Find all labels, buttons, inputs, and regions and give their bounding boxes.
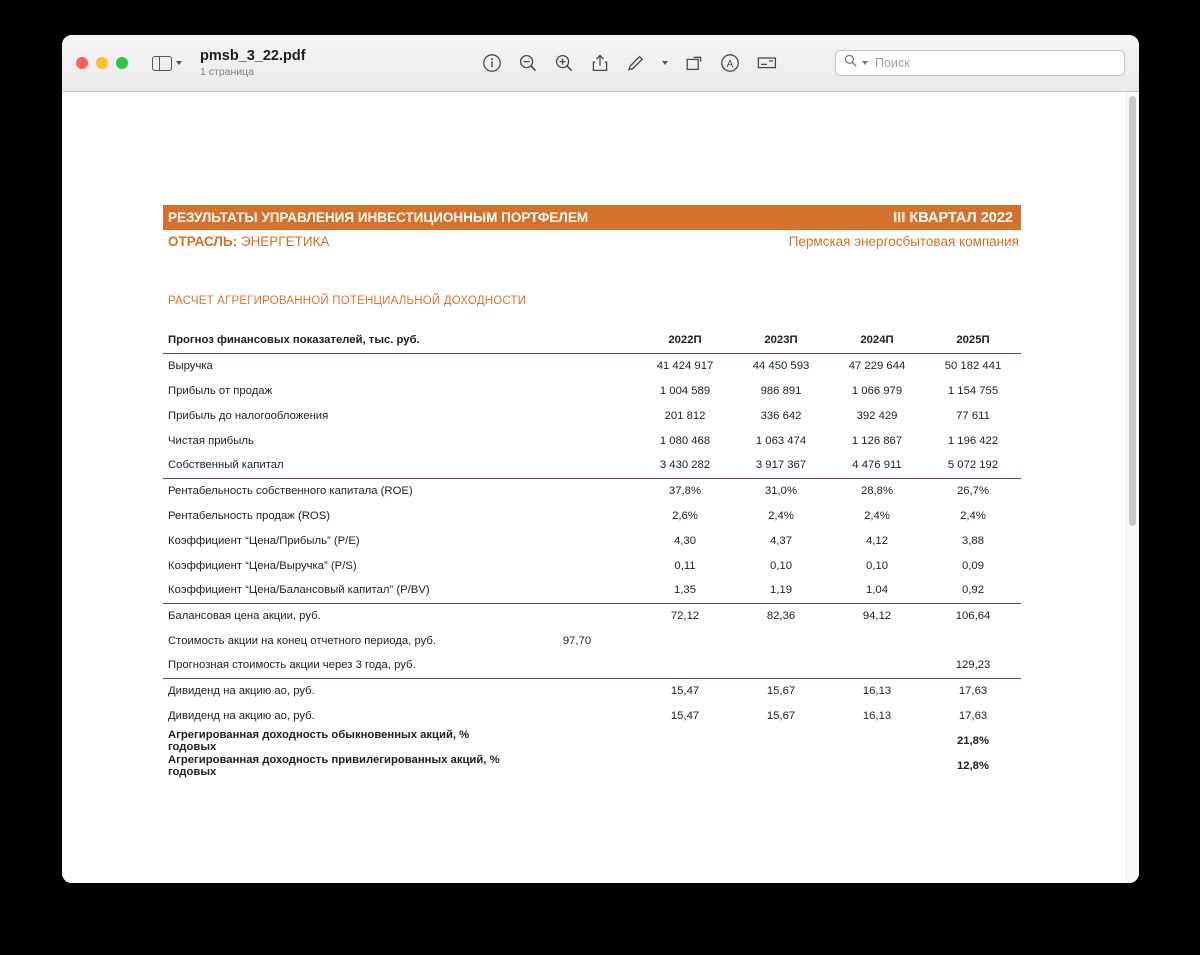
window-titlebar	[62, 35, 1139, 92]
row-value: 1 154 755	[947, 384, 999, 397]
search-field[interactable]	[835, 50, 1125, 76]
row-label: Прибыль от продаж	[168, 384, 273, 397]
section-title: РАСЧЕТ АГРЕГИРОВАННОЙ ПОТЕНЦИАЛЬНОЙ ДОХОДНОСТИ	[168, 295, 527, 307]
row-value: 15,47	[670, 709, 700, 722]
row-value: 0,09	[962, 559, 984, 572]
row-value: 28,8%	[860, 484, 894, 497]
row-value: 1 063 474	[755, 434, 807, 447]
row-value: 2,4%	[768, 509, 794, 522]
svg-text:A: A	[726, 59, 734, 70]
rotate-icon[interactable]	[684, 53, 704, 73]
row-label: Собственный капитал	[163, 453, 517, 478]
table-row	[163, 603, 1021, 628]
row-current-price: 97,70	[562, 634, 592, 647]
row-label: Коэффициент “Цена/Прибыль” (P/E)	[168, 534, 360, 547]
row-value	[637, 653, 733, 678]
report-quarter: III КВАРТАЛ 2022	[893, 209, 1013, 226]
col-header-2022: 2022П	[637, 328, 733, 353]
row-value	[637, 628, 733, 653]
row-value: 41 424 917	[656, 359, 714, 372]
row-value	[733, 628, 829, 653]
row-value	[829, 628, 925, 653]
row-value: 4 476 911	[829, 453, 925, 478]
row-label: Агрегированная доходность привилегированных акций, % годовых	[168, 753, 500, 778]
info-icon[interactable]	[482, 53, 502, 73]
col-header-label: Прогноз финансовых показателей, тыс. руб.	[163, 328, 517, 353]
row-value: 12,8%	[956, 759, 990, 772]
row-value: 17,63	[958, 709, 988, 722]
row-label: Коэффициент “Цена/Выручка” (P/S)	[168, 559, 357, 572]
markup-pen-icon[interactable]	[626, 53, 646, 73]
row-value: 0,92	[925, 578, 1021, 603]
zoom-out-icon[interactable]	[518, 53, 538, 73]
row-value: 1 004 589	[659, 384, 711, 397]
row-value: 1 080 468	[659, 434, 711, 447]
row-value: 1,04	[829, 578, 925, 603]
row-value: 3,88	[962, 534, 984, 547]
row-current-price	[517, 578, 637, 603]
row-current-price	[517, 453, 637, 478]
row-current-price	[517, 378, 637, 403]
table-row	[163, 628, 1021, 653]
document-viewport	[62, 92, 1139, 883]
row-value: 94,12	[862, 609, 892, 622]
row-current-price	[517, 478, 637, 503]
row-value: 26,7%	[956, 484, 990, 497]
window-controls[interactable]	[76, 57, 128, 69]
search-options-chevron-icon[interactable]	[862, 61, 868, 65]
row-value: 72,12	[670, 609, 700, 622]
row-value: 336 642	[760, 409, 802, 422]
table-row	[163, 653, 1021, 678]
row-current-price	[517, 753, 637, 778]
row-value: 47 229 644	[848, 359, 906, 372]
row-value: 2,6%	[672, 509, 698, 522]
scrollbar-thumb[interactable]	[1129, 96, 1136, 526]
row-label: Прибыль до налогообложения	[168, 409, 329, 422]
row-value: 4,30	[674, 534, 696, 547]
row-current-price	[517, 678, 637, 703]
close-window-button[interactable]	[76, 57, 88, 69]
table-row	[163, 578, 1021, 603]
row-value	[637, 753, 733, 778]
row-value: 0,10	[866, 559, 888, 572]
row-label: Агрегированная доходность обыкновенных акций, % годовых	[168, 728, 470, 753]
row-current-price	[517, 403, 637, 428]
row-value: 392 429	[856, 409, 898, 422]
row-value: 106,64	[955, 609, 991, 622]
report-subheader	[163, 234, 1021, 249]
table-row	[163, 403, 1021, 428]
row-value: 15,67	[766, 709, 796, 722]
row-value: 37,8%	[668, 484, 702, 497]
search-icon	[844, 54, 857, 72]
row-label: Рентабельность собственного капитала (ROE)	[168, 484, 413, 497]
row-current-price	[517, 703, 637, 728]
document-filename: pmsb_3_22.pdf	[200, 48, 306, 65]
company-name: Пермская энергосбытовая компания	[788, 234, 1019, 249]
row-current-price	[517, 653, 637, 678]
table-row	[163, 503, 1021, 528]
table-row	[163, 428, 1021, 453]
row-value: 16,13	[862, 709, 892, 722]
row-value: 15,47	[670, 684, 700, 697]
table-row	[163, 703, 1021, 728]
row-value: 17,63	[958, 684, 988, 697]
row-value: 0,10	[770, 559, 792, 572]
row-value: 0,11	[674, 559, 696, 572]
col-header-2025: 2025П	[925, 328, 1021, 353]
row-current-price	[517, 528, 637, 553]
row-value: 77 611	[956, 409, 990, 422]
sidebar-toggle-button[interactable]	[152, 56, 182, 71]
row-label: Коэффициент “Цена/Балансовый капитал” (P/BV)	[163, 578, 517, 603]
table-row	[163, 353, 1021, 378]
row-value: 3 430 282	[637, 453, 733, 478]
row-value: 82,36	[766, 609, 796, 622]
col-header-mid	[517, 328, 637, 353]
row-value	[733, 753, 829, 778]
row-value: 50 182 441	[944, 359, 1002, 372]
search-input[interactable]	[873, 55, 1116, 71]
row-value: 1,35	[637, 578, 733, 603]
table-row	[163, 728, 1021, 753]
row-value: 1,19	[733, 578, 829, 603]
table-row	[163, 478, 1021, 503]
sector-value: ЭНЕРГЕТИКА	[240, 234, 330, 249]
row-value: 201 812	[664, 409, 706, 422]
markup-dropdown-icon[interactable]	[662, 61, 668, 65]
table-row	[163, 378, 1021, 403]
row-value	[925, 628, 1021, 653]
zoom-window-button[interactable]	[116, 57, 128, 69]
zoom-in-icon[interactable]	[554, 53, 574, 73]
row-value: 4,12	[866, 534, 888, 547]
row-value	[829, 653, 925, 678]
row-value: 15,67	[766, 684, 796, 697]
row-value: 4,37	[770, 534, 792, 547]
row-value: 986 891	[760, 384, 802, 397]
row-value	[733, 653, 829, 678]
row-value: 1 196 422	[947, 434, 999, 447]
row-current-price	[517, 353, 637, 378]
share-icon[interactable]	[590, 53, 610, 73]
document-page-count: 1 страница	[200, 65, 255, 78]
pdf-preview-window	[62, 35, 1139, 883]
table-row	[163, 553, 1021, 578]
row-value: 31,0%	[764, 484, 798, 497]
row-value: 5 072 192	[925, 453, 1021, 478]
annotate-a-icon[interactable]	[720, 53, 740, 73]
row-label: Стоимость акции на конец отчетного периода, руб.	[168, 634, 437, 647]
minimize-window-button[interactable]	[96, 57, 108, 69]
row-value: 1 066 979	[851, 384, 903, 397]
table-row	[163, 678, 1021, 703]
row-value: 2,4%	[960, 509, 986, 522]
sector-label: ОТРАСЛЬ:	[168, 234, 238, 249]
row-current-price	[517, 553, 637, 578]
row-value: 16,13	[862, 684, 892, 697]
financial-forecast-table	[163, 328, 1021, 778]
row-current-price	[517, 428, 637, 453]
col-header-2023: 2023П	[733, 328, 829, 353]
table-header-row	[163, 328, 1021, 353]
crop-icon[interactable]	[756, 53, 778, 73]
row-label: Дивиденд на акцию ао, руб.	[168, 684, 315, 697]
row-value: 44 450 593	[752, 359, 810, 372]
row-current-price	[517, 503, 637, 528]
table-row	[163, 753, 1021, 778]
table-row	[163, 528, 1021, 553]
row-value: 129,23	[925, 653, 1021, 678]
table-row	[163, 453, 1021, 478]
row-label: Рентабельность продаж (ROS)	[168, 509, 330, 522]
row-value: 2,4%	[864, 509, 890, 522]
row-current-price	[517, 728, 637, 753]
row-value: 21,8%	[956, 734, 990, 747]
toolbar	[482, 53, 778, 73]
col-header-2024: 2024П	[829, 328, 925, 353]
row-value	[733, 728, 829, 753]
vertical-scrollbar[interactable]	[1126, 92, 1139, 883]
row-label: Выручка	[168, 359, 213, 372]
row-value: 1 126 867	[851, 434, 903, 447]
document-title-block	[200, 48, 306, 78]
chevron-down-icon	[176, 61, 182, 65]
row-value	[829, 753, 925, 778]
row-value	[829, 728, 925, 753]
sidebar-icon	[152, 56, 172, 71]
row-label: Дивиденд на акцию ао, руб.	[168, 709, 315, 722]
report-title: РЕЗУЛЬТАТЫ УПРАВЛЕНИЯ ИНВЕСТИЦИОННЫМ ПОРТФЕЛЕМ	[168, 210, 589, 225]
row-label: Чистая прибыль	[168, 434, 254, 447]
row-current-price	[517, 603, 637, 628]
pdf-page	[62, 92, 1125, 882]
report-header-band	[163, 205, 1021, 230]
row-value	[637, 728, 733, 753]
row-label: Балансовая цена акции, руб.	[168, 609, 321, 622]
row-value: 3 917 367	[733, 453, 829, 478]
row-label: Прогнозная стоимость акции через 3 года, руб.	[163, 653, 517, 678]
